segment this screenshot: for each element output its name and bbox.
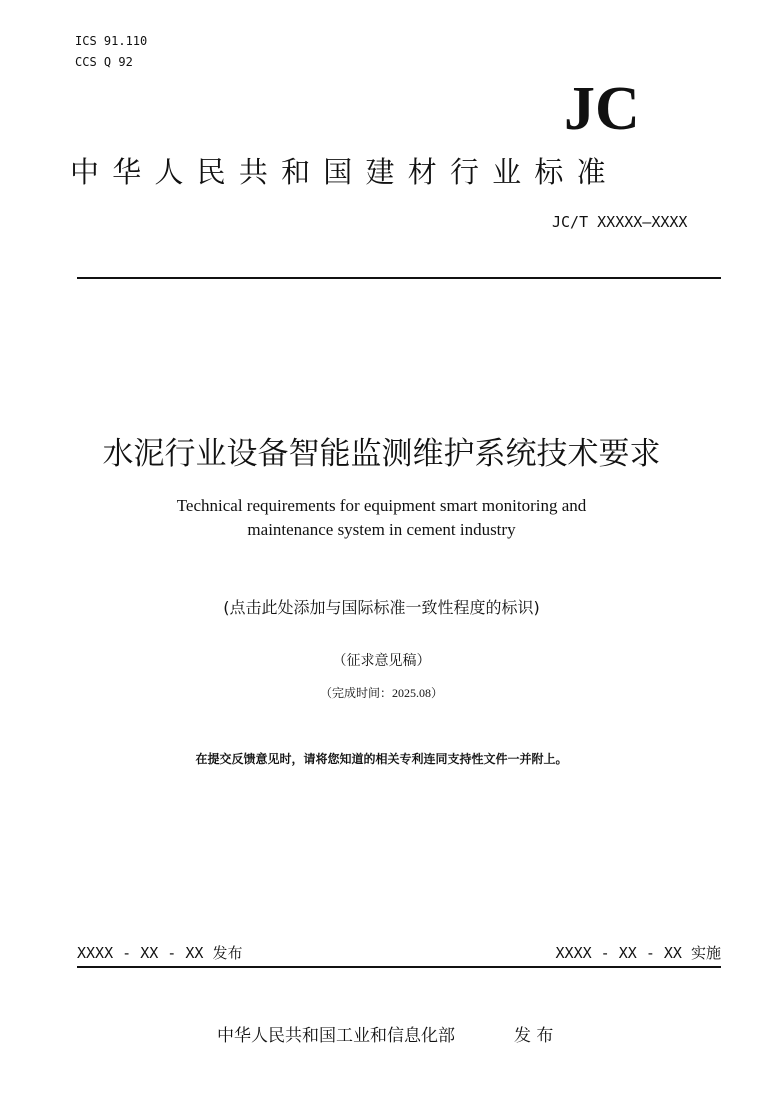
issuer: 中华人民共和国工业和信息化部 xyxy=(217,1026,455,1046)
top-divider xyxy=(77,277,721,279)
title-zh: 水泥行业设备智能监测维护系统技术要求 xyxy=(102,436,661,472)
title-en-line1: Technical requirements for equipment smart monitoring and xyxy=(176,496,587,515)
implement-date: XXXX - XX - XX 实施 xyxy=(555,944,721,962)
jc-logo: JC xyxy=(564,75,640,143)
patent-notice: 在提交反馈意见时，请将您知道的相关专利连同支持性文件一并附上。 xyxy=(195,752,568,766)
completion-time: （完成时间：2025.08） xyxy=(319,686,443,700)
title-en-line2: maintenance system in cement industry xyxy=(247,520,516,539)
draft-label: （征求意见稿） xyxy=(332,654,431,669)
publish-date: XXXX - XX - XX 发布 xyxy=(77,944,243,962)
issue-label: 发 布 xyxy=(514,1026,554,1046)
consistency-marker[interactable]: (点击此处添加与国际标准一致性程度的标识) xyxy=(223,598,540,617)
ics-code: ICS 91.110 xyxy=(75,34,148,48)
standard-number: JC/T XXXXX—XXXX xyxy=(552,213,688,231)
org-title: 中 华 人 民 共 和 国 建 材 行 业 标 准 xyxy=(70,155,608,189)
ccs-code: CCS Q 92 xyxy=(75,55,133,69)
bottom-divider xyxy=(77,966,721,968)
